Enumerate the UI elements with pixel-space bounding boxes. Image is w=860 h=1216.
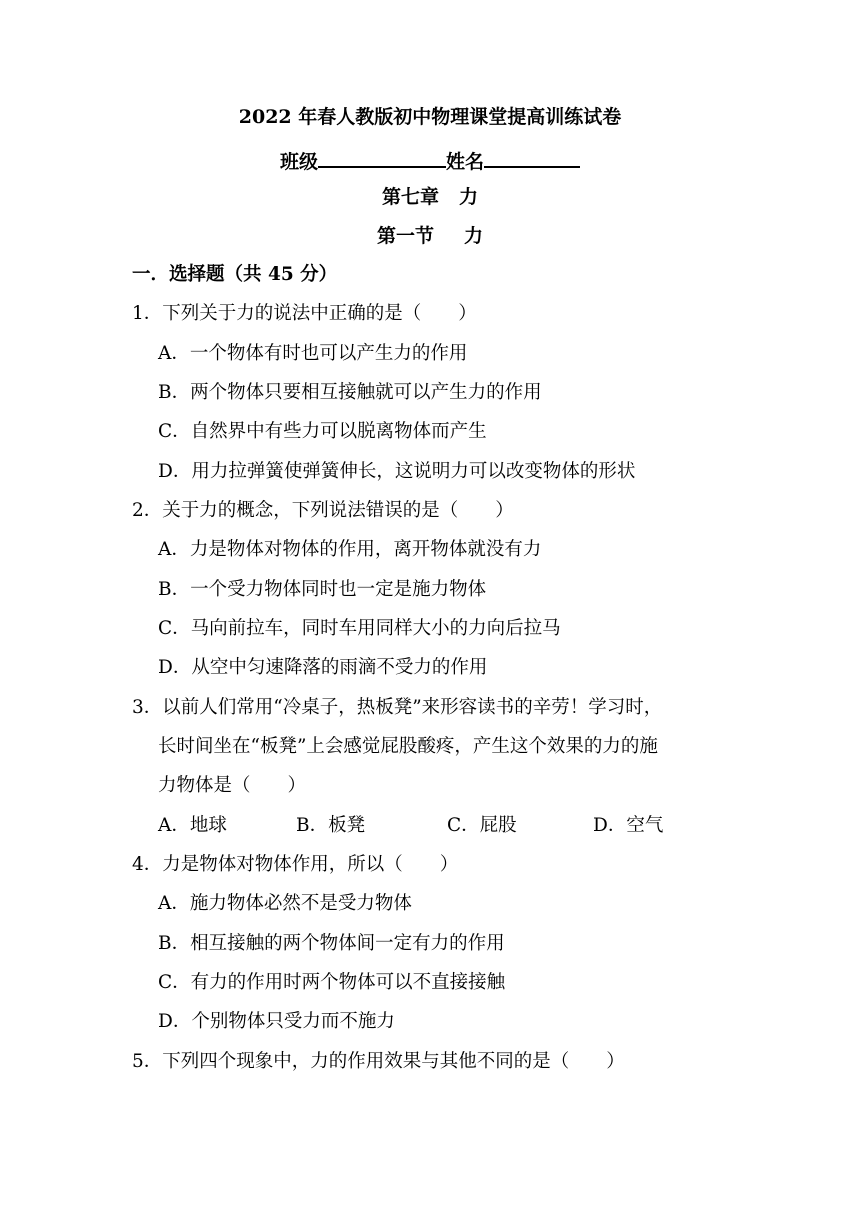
section-heading <box>0 223 860 249</box>
question-3-stem-line-3: 力物体是（ ） <box>158 775 307 796</box>
question-1-option-b[interactable]: B．两个物体只要相互接触就可以产生力的作用 <box>158 382 542 403</box>
section-number: 第一节 <box>376 225 434 247</box>
question-3-option-d[interactable]: D．空气 <box>593 815 664 836</box>
question-4-option-a[interactable]: A．施力物体必然不是受力物体 <box>158 893 412 914</box>
question-5-stem: 5．下列四个现象中，力的作用效果与其他不同的是（ ） <box>132 1051 625 1072</box>
exam-title: 2022 年春人教版初中物理课堂提高训练试卷 <box>238 106 622 128</box>
chapter-heading <box>0 184 860 210</box>
question-4-stem: 4．力是物体对物体作用，所以（ ） <box>132 854 459 875</box>
question-3-stem-line-1: 3．以前人们常用“冷桌子，热板凳”来形容读书的辛劳！学习时， <box>132 697 663 718</box>
question-2-option-a[interactable]: A．力是物体对物体的作用，离开物体就没有力 <box>158 539 542 560</box>
part-heading: 一．选择题（共 45 分） <box>132 264 338 285</box>
question-2-option-c[interactable]: C．马向前拉车，同时车用同样大小的力向后拉马 <box>158 618 561 639</box>
question-4-option-d[interactable]: D．个别物体只受力而不施力 <box>158 1011 395 1032</box>
question-1-stem: 1．下列关于力的说法中正确的是（ ） <box>132 303 477 324</box>
chapter-topic: 力 <box>459 186 479 208</box>
section-topic: 力 <box>464 225 484 247</box>
student-info-line <box>0 146 860 175</box>
name-label: 姓名 <box>446 151 485 173</box>
question-1-option-a[interactable]: A．一个物体有时也可以产生力的作用 <box>158 343 468 364</box>
question-3-stem-line-2: 长时间坐在“板凳”上会感觉屁股酸疼，产生这个效果的力的施 <box>158 736 658 757</box>
name-blank[interactable] <box>484 146 580 168</box>
question-1-option-d[interactable]: D．用力拉弹簧使弹簧伸长，这说明力可以改变物体的形状 <box>158 461 636 482</box>
question-1-option-c[interactable]: C．自然界中有些力可以脱离物体而产生 <box>158 421 487 442</box>
class-label: 班级 <box>279 151 318 173</box>
question-3-option-b[interactable]: B．板凳 <box>296 815 366 836</box>
question-4-option-c[interactable]: C．有力的作用时两个物体可以不直接接触 <box>158 972 506 993</box>
question-3-option-c[interactable]: C．屁股 <box>447 815 517 836</box>
chapter-number: 第七章 <box>381 186 439 208</box>
question-3-option-a[interactable]: A．地球 <box>158 815 227 836</box>
question-2-option-d[interactable]: D．从空中匀速降落的雨滴不受力的作用 <box>158 657 488 678</box>
question-2-option-b[interactable]: B．一个受力物体同时也一定是施力物体 <box>158 579 487 600</box>
question-4-option-b[interactable]: B．相互接触的两个物体间一定有力的作用 <box>158 933 505 954</box>
question-2-stem: 2．关于力的概念，下列说法错误的是（ ） <box>132 500 514 521</box>
class-blank[interactable] <box>318 146 446 168</box>
